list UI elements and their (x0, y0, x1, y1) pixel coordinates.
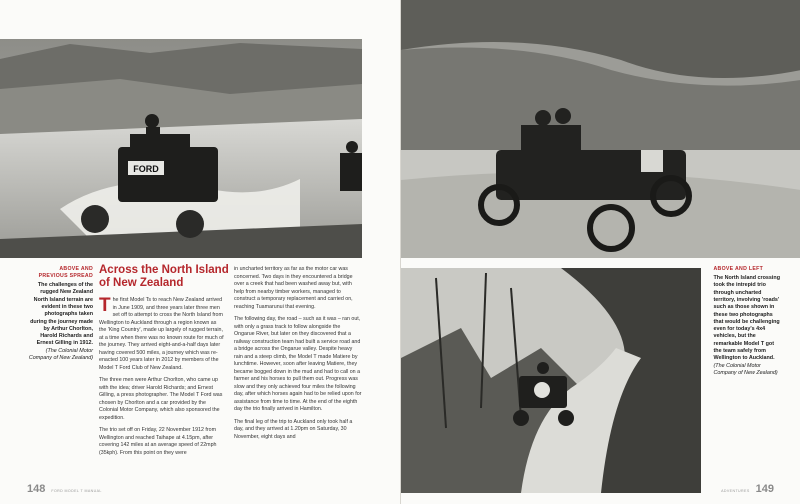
photo-ford-crossing-river (0, 39, 362, 258)
left-caption-heading: ABOVE AND PREVIOUS SPREAD (38, 266, 93, 280)
right-folio (721, 483, 774, 495)
dropcap: T (99, 295, 111, 316)
right-caption-heading: ABOVE AND LEFT (713, 266, 764, 272)
photo-car-on-bush-track (401, 268, 701, 493)
article-title: Across the North Island of New Zealand (99, 264, 229, 290)
right-caption-body: The North Island crossing took the intrepid trio through uncharted territory, involving 'roads' such as those shown in these two photographs that would be challenging even for today's 4x4 vehicles, but the remarkable Model T got the team safely from Wellington to Auckland. (713, 275, 780, 362)
right-caption-credit: (The Colonial Motor Company of New Zealand) (713, 362, 778, 376)
paragraph: in uncharted territory as far as the motor car was concerned. Two days in they encountered a bridge over a creek that had been washed away but, with help from nearby timber workers, managed to construct a temporary replacement and carried on, reaching Tuamarunui that evening. (234, 266, 353, 310)
right-page (401, 0, 800, 504)
page-number-left: 148 (27, 483, 46, 495)
folio-title-right: ADVENTURES (721, 489, 750, 493)
right-caption (714, 266, 784, 377)
paragraph: The trio set off on Friday, 22 November 1912 from Wellington and reached Taihape at 4.15pm, after covering 142 miles at an average speed of 22mph (35kph). From this point on they were (99, 427, 217, 456)
photo-car-on-hill-road (401, 0, 800, 258)
paragraph: The three men were Arthur Chorlton, who came up with the idea; driver Harold Richards; and Ernest Gilling, a press photographer. The Model T Ford was chosen by Chorlton and a car provided by the Colonial Motor Company, which also sponsored the expedition. (99, 377, 223, 421)
article-column-2 (234, 266, 362, 488)
left-caption-credit: (The Colonial Motor Company of New Zealand) (28, 347, 93, 361)
page-number-right: 149 (755, 483, 774, 495)
left-folio (27, 483, 102, 495)
paragraph: The following day, the road – such as it was – ran out, with only a grass track to follow alongside the Ongarue River, but later on they discovered that a railway construction team had built a service road and a bridge across the Ongarue valley. Despite heavy rain and a steep climb, the Model T made Matiere by lunchtime. However, soon after leaving Matiere, they became bogged down in the mud and had to call on a farmer and his horses to pull them out. Progress was slow and they only achieved four miles the following day, after which horses again had to be relied upon for assistance from time to time. At the end of the eighth day the trio finally arrived in Hamilton. (234, 316, 362, 413)
left-caption (27, 266, 93, 362)
paragraph: The final leg of the trip to Auckland only took half a day, and they arrived at 1.20pm on Saturday, 30 November, eight days and (234, 418, 353, 440)
paragraph: The first Model Ts to reach New Zealand arrived in June 1909, and three years later three men set off to attempt to cross the North Island from Wellington to Auckland through a region known as the 'King Country', made up largely of rugged terrain, at a time when there was no known route for much of the journey. They arrived eight-and-a-half days later having covered 500 miles, a journey which was re-enacted 100 years later in 2012 by members of the Model T Ford Club of New Zealand. (99, 295, 224, 371)
left-caption-body: The challenges of the rugged New Zealand North Island terrain are evident in these two photographs taken during the journey made by Arthur Chorlton, Harold Richards and Ernest Gilling in 1912. (30, 282, 93, 347)
article-column-1 (99, 297, 224, 487)
photo-ford-sign: FORD (133, 164, 159, 174)
folio-title-left: FORD MODEL T MANUAL (51, 489, 102, 493)
